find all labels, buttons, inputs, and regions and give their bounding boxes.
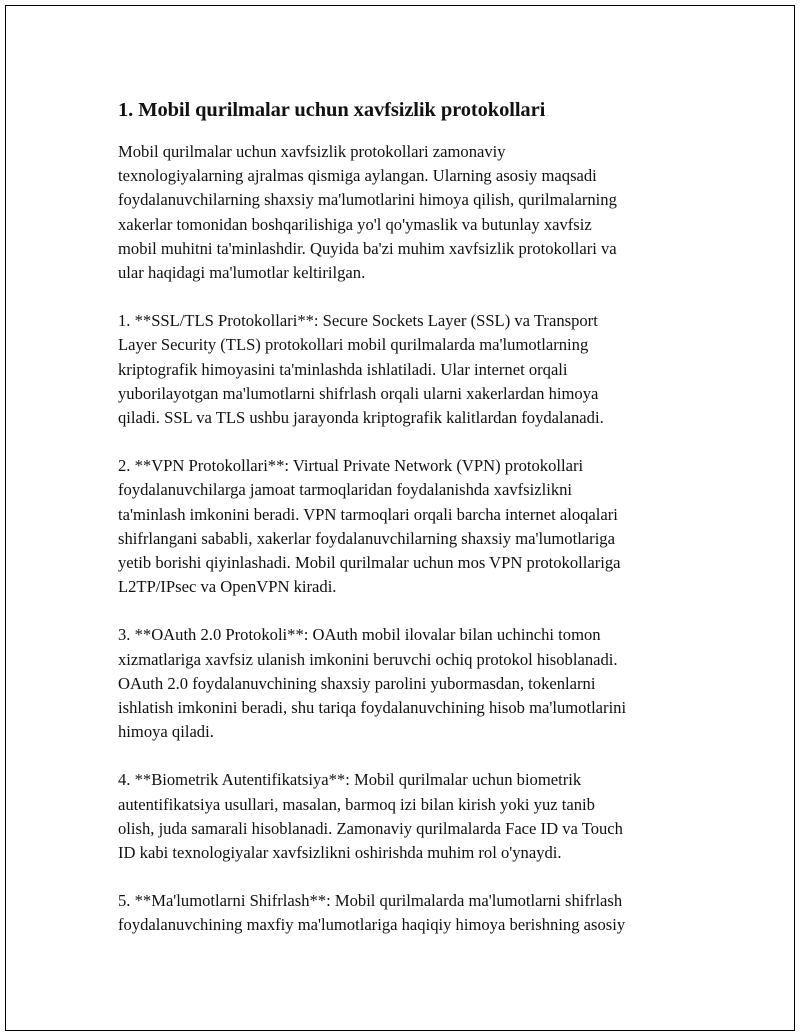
document-title: 1. Mobil qurilmalar uchun xavfsizlik protokollari xyxy=(118,99,546,121)
intro-paragraph: Mobil qurilmalar uchun xavfsizlik protokollari zamonaviy texnologiyalarning ajralmas qismiga aylangan. Ularning asosiy maqsadi foydalanuvchilarning shaxsiy ma'lumotlarini himoya qilish, qurilmalarning xakerlar tomonidan boshqarilishiga yo'l qo'ymaslik va butunlay xavfsiz mobil muhitni ta'minlashdir. Quyida ba'zi muhim xavfsizlik protokollari va ular haqidagi ma'lumotlar keltirilgan. xyxy=(118,142,617,283)
document-body xyxy=(118,97,688,962)
oauth-paragraph: 3. **OAuth 2.0 Protokoli**: OAuth mobil ilovalar bilan uchinchi tomon xizmatlariga xavfsiz ulanish imkonini beruvchi ochiq protokol hisoblanadi. OAuth 2.0 foydalanuvchining shaxsiy parolini yubormasdan, tokenlarni ishlatish imkonini beradi, shu tariqa foydalanuvchining hisob ma'lumotlarini himoya qiladi. xyxy=(118,625,627,742)
vpn-paragraph: 2. **VPN Protokollari**: Virtual Private Network (VPN) protokollari foydalanuvchilarga jamoat tarmoqlaridan foydalanishda xavfsizlikni ta'minlash imkonini beradi. VPN tarmoqlari orqali barcha internet aloqalari shifrlangani sababli, xakerlar foydalanuvchilarning shaxsiy ma'lumotlariga yetib borishi qiyinlashadi. Mobil qurilmalar uchun mos VPN protokollariga L2TP/IPsec va OpenVPN kiradi. xyxy=(118,456,621,597)
document-page xyxy=(5,5,795,1031)
encryption-paragraph: 5. **Ma'lumotlarni Shifrlash**: Mobil qurilmalarda ma'lumotlarni shifrlash foydalanuvchining maxfiy ma'lumotlariga haqiqiy himoya berishning asosiy xyxy=(118,891,626,935)
biometric-paragraph: 4. **Biometrik Autentifikatsiya**: Mobil qurilmalar uchun biometrik autentifikatsiya usullari, masalan, barmoq izi bilan kirish yoki yuz tanib olish, juda samarali hisoblanadi. Zamonaviy qurilmalarda Face ID va Touch ID kabi texnologiyalar xavfsizlikni oshirishda muhim rol o'ynaydi. xyxy=(118,770,623,863)
ssl-tls-paragraph: 1. **SSL/TLS Protokollari**: Secure Sockets Layer (SSL) va Transport Layer Security (TLS) protokollari mobil qurilmalarda ma'lumotlarning kriptografik himoyasini ta'minlashda ishlatiladi. Ular internet orqali yuborilayotgan ma'lumotlarni shifrlash orqali ularni xakerlardan himoya qiladi. SSL va TLS ushbu jarayonda kriptografik kalitlardan foydalanadi. xyxy=(118,311,604,428)
